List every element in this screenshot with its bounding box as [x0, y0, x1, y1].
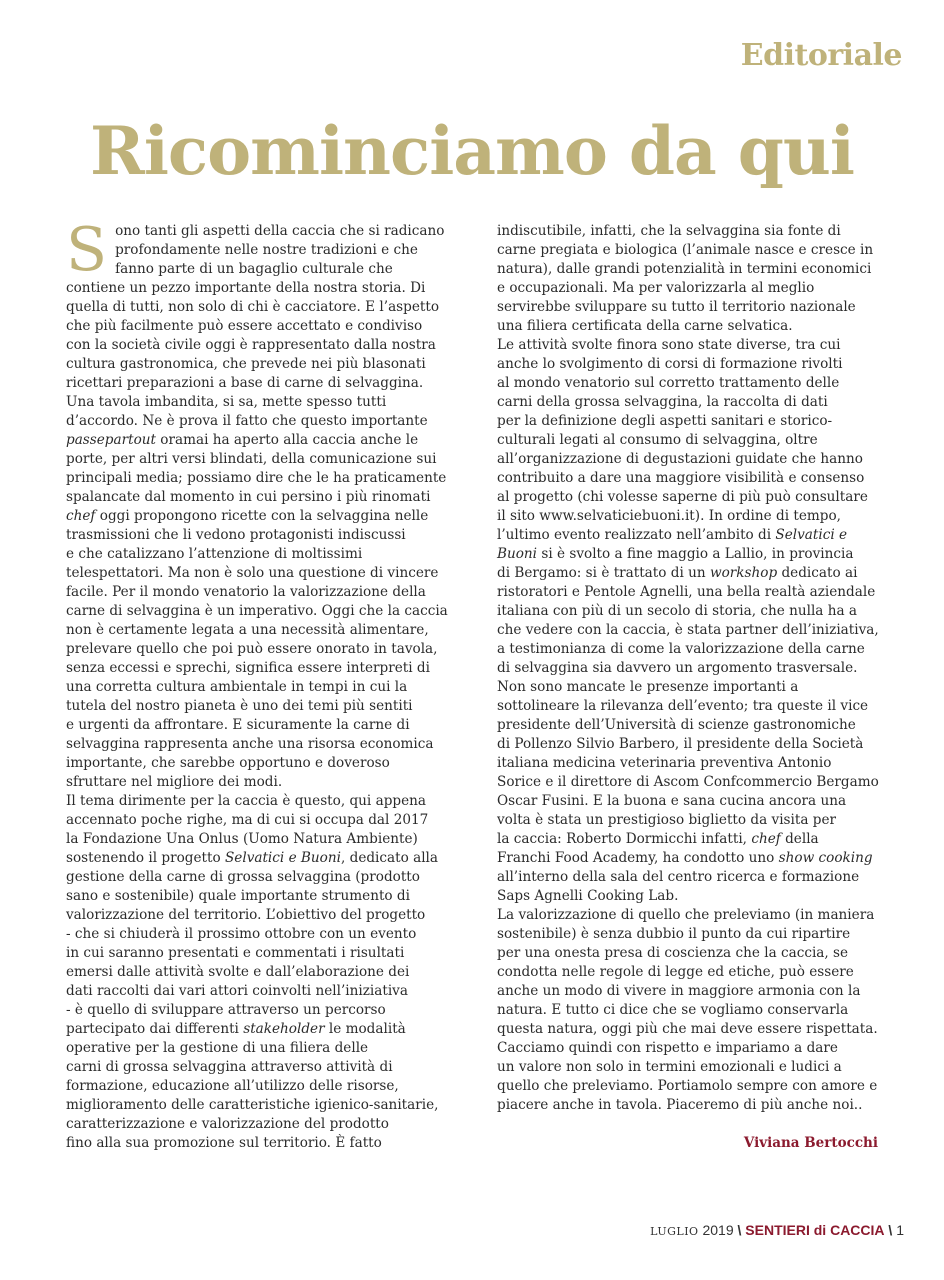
- page-title: Ricominciamo da qui: [90, 112, 854, 190]
- text-line: al mondo venatorio sul corretto trattamento delle: [497, 375, 840, 391]
- text-line: che vedere con la caccia, è stata partner dell’iniziativa,: [497, 622, 879, 638]
- text-line: anche lo svolgimento di corsi di formazione rivolti: [497, 356, 843, 372]
- text-line: - che si chiuderà il prossimo ottobre con un evento: [66, 926, 417, 942]
- text-line: sostenendo il progetto Selvatici e Buoni, dedicato alla: [66, 850, 438, 866]
- text-line: ono tanti gli aspetti della caccia che si radicano: [115, 223, 445, 239]
- text-line: non è certamente legata a una necessità alimentare,: [66, 622, 429, 638]
- text-line: una filiera certificata della carne selvatica.: [497, 318, 793, 334]
- text-line: trasmissioni che li vedono protagonisti indiscussi: [66, 527, 406, 543]
- text-line: quella di tutti, non solo di chi è cacciatore. E l’aspetto: [66, 299, 440, 315]
- text-line: natura. E tutto ci dice che se vogliamo conservarla: [497, 1002, 849, 1018]
- text-line: gestione della carne di grossa selvaggina (prodotto: [66, 869, 420, 885]
- footer-separator-2: \: [888, 1222, 893, 1238]
- drop-cap: S: [66, 215, 108, 285]
- text-line: Il tema dirimente per la caccia è questo, qui appena: [66, 793, 427, 809]
- footer-year: 2019: [702, 1222, 734, 1238]
- text-line: spalancate dal momento in cui persino i più rinomati: [66, 489, 431, 505]
- text-line: miglioramento delle caratteristiche igienico-sanitarie,: [66, 1097, 439, 1113]
- text-line: con la società civile oggi è rappresentato dalla nostra: [66, 337, 436, 353]
- text-line: questa natura, oggi più che mai deve essere rispettata.: [497, 1021, 878, 1037]
- text-line: senza eccessi e sprechi, significa essere interpreti di: [66, 660, 430, 676]
- text-line: di Bergamo: si è trattato di un workshop dedicato ai: [497, 565, 858, 581]
- text-line: piacere anche in tavola. Piaceremo di più anche noi..: [497, 1097, 863, 1113]
- text-line: dati raccolti dai vari attori coinvolti nell’iniziativa: [66, 983, 408, 999]
- text-line: ricettari preparazioni a base di carne di selvaggina.: [66, 375, 424, 391]
- text-line: il sito www.selvaticiebuoni.it). In ordine di tempo,: [497, 508, 841, 524]
- text-line: l’ultimo evento realizzato nell’ambito di Selvatici e: [497, 527, 848, 543]
- text-line: Una tavola imbandita, si sa, mette spesso tutti: [66, 394, 387, 410]
- text-line: al progetto (chi volesse saperne di più può consultare: [497, 489, 868, 505]
- text-line: a testimonianza di come la valorizzazione della carne: [497, 641, 865, 657]
- text-line: contribuito a dare una maggiore visibilità e consenso: [497, 470, 865, 486]
- text-line: - è quello di sviluppare attraverso un percorso: [66, 1002, 386, 1018]
- text-line: volta è stata un prestigioso biglietto da visita per: [497, 812, 837, 828]
- text-line: Franchi Food Academy, ha condotto uno show cooking: [497, 850, 873, 866]
- right-body: [497, 222, 889, 1115]
- text-line: la caccia: Roberto Dormicchi infatti, chef della: [497, 831, 819, 847]
- text-line: Saps Agnelli Cooking Lab.: [497, 888, 679, 904]
- text-line: importante, che sarebbe opportuno e doveroso: [66, 755, 390, 771]
- text-line: prelevare quello che poi può essere onorato in tavola,: [66, 641, 438, 657]
- text-line: contiene un pezzo importante della nostra storia. Di: [66, 280, 426, 296]
- footer-page-number: 1: [896, 1222, 904, 1238]
- text-line: in cui saranno presentati e commentati i risultati: [66, 945, 405, 961]
- intro-lines: [66, 215, 454, 285]
- text-line: sfruttare nel migliore dei modi.: [66, 774, 283, 790]
- footer-magazine: SENTIERI di CACCIA: [745, 1222, 885, 1238]
- text-line: carne di selvaggina è un imperativo. Oggi che la caccia: [66, 603, 448, 619]
- text-line: selvaggina rappresenta anche una risorsa economica: [66, 736, 434, 752]
- text-line: carni della grossa selvaggina, la raccolta di dati: [497, 394, 828, 410]
- text-line: e occupazionali. Ma per valorizzarla al meglio: [497, 280, 815, 296]
- text-line: ristoratori e Pentole Agnelli, una bella realtà aziendale: [497, 584, 876, 600]
- author-signature: Viviana Bertocchi: [743, 1135, 878, 1151]
- article-column-left: [66, 215, 454, 1153]
- text-line: porte, per altri versi blindati, della comunicazione sui: [66, 451, 437, 467]
- text-line: un valore non solo in termini emozionali e ludici a: [497, 1059, 842, 1075]
- text-line: partecipato dai differenti stakeholder le modalità: [66, 1021, 406, 1037]
- text-line: fino alla sua promozione sul territorio. È fatto: [66, 1135, 382, 1151]
- text-line: caratterizzazione e valorizzazione del prodotto: [66, 1116, 389, 1132]
- article-column-right: [497, 222, 889, 1115]
- text-line: che più facilmente può essere accettato e condiviso: [66, 318, 423, 334]
- drop-cap-paragraph: [66, 215, 454, 285]
- text-line: operative per la gestione di una filiera delle: [66, 1040, 369, 1056]
- text-line: sottolineare la rilevanza dell’evento; tra queste il vice: [497, 698, 869, 714]
- text-line: Le attività svolte finora sono state diverse, tra cui: [497, 337, 841, 353]
- text-line: e che catalizzano l’attenzione di moltissimi: [66, 546, 363, 562]
- text-line: facile. Per il mondo venatorio la valorizzazione della: [66, 584, 426, 600]
- text-line: culturali legati al consumo di selvaggina, oltre: [497, 432, 818, 448]
- text-line: sano e sostenibile) quale importante strumento di: [66, 888, 410, 904]
- footer-separator: \: [737, 1222, 742, 1238]
- text-line: e urgenti da affrontare. E sicuramente la carne di: [66, 717, 410, 733]
- text-line: presidente dell’Università di scienze gastronomiche: [497, 717, 856, 733]
- footer-month: LUGLIO: [650, 1225, 699, 1238]
- text-line: profondamente nelle nostre tradizioni e che: [115, 242, 418, 258]
- text-line: all’organizzazione di degustazioni guidate che hanno: [497, 451, 863, 467]
- text-line: chef oggi propongono ricette con la selvaggina nelle: [66, 508, 429, 524]
- text-line: La valorizzazione di quello che preleviamo (in maniera: [497, 907, 875, 923]
- text-line: di selvaggina sia davvero un argomento trasversale.: [497, 660, 858, 676]
- text-line: servirebbe sviluppare su tutto il territorio nazionale: [497, 299, 856, 315]
- text-line: principali media; possiamo dire che le ha praticamente: [66, 470, 447, 486]
- text-line: natura), dalle grandi potenzialità in termini economici: [497, 261, 872, 277]
- text-line: tutela del nostro pianeta è uno dei temi più sentiti: [66, 698, 413, 714]
- text-line: all’interno della sala del centro ricerca e formazione: [497, 869, 860, 885]
- text-line: passepartout oramai ha aperto alla caccia anche le: [66, 432, 419, 448]
- text-line: per la definizione degli aspetti sanitari e storico-: [497, 413, 833, 429]
- text-line: una corretta cultura ambientale in tempi in cui la: [66, 679, 408, 695]
- text-line: di Pollenzo Silvio Barbero, il presidente della Società: [497, 736, 864, 752]
- text-line: Buoni si è svolto a fine maggio a Lallio, in provincia: [497, 546, 854, 562]
- text-line: formazione, educazione all’utilizzo delle risorse,: [66, 1078, 399, 1094]
- text-line: telespettatori. Ma non è solo una questione di vincere: [66, 565, 439, 581]
- text-line: Cacciamo quindi con rispetto e impariamo a dare: [497, 1040, 838, 1056]
- text-line: sostenibile) è senza dubbio il punto da cui ripartire: [497, 926, 851, 942]
- page-footer: [650, 1222, 904, 1238]
- text-line: Sorice e il direttore di Ascom Confcommercio Bergamo: [497, 774, 879, 790]
- text-line: quello che preleviamo. Portiamolo sempre con amore e: [497, 1078, 878, 1094]
- text-line: per una onesta presa di coscienza che la caccia, se: [497, 945, 849, 961]
- text-line: emersi dalle attività svolte e dall’elaborazione dei: [66, 964, 410, 980]
- text-line: Non sono mancate le presenze importanti a: [497, 679, 799, 695]
- text-line: italiana medicina veterinaria preventiva Antonio: [497, 755, 832, 771]
- text-line: anche un modo di vivere in maggiore armonia con la: [497, 983, 861, 999]
- text-line: la Fondazione Una Onlus (Uomo Natura Ambiente): [66, 831, 418, 847]
- text-line: accennato poche righe, ma di cui si occupa dal 2017: [66, 812, 429, 828]
- text-line: d’accordo. Ne è prova il fatto che questo importante: [66, 413, 428, 429]
- text-line: valorizzazione del territorio. L’obiettivo del progetto: [66, 907, 426, 923]
- text-line: condotta nelle regole di legge ed etiche, può essere: [497, 964, 854, 980]
- text-line: Oscar Fusini. E la buona e sana cucina ancora una: [497, 793, 847, 809]
- left-body: [66, 279, 454, 1153]
- text-line: indiscutibile, infatti, che la selvaggina sia fonte di: [497, 223, 841, 239]
- text-line: italiana con più di un secolo di storia, che nulla ha a: [497, 603, 858, 619]
- text-line: cultura gastronomica, che prevede nei più blasonati: [66, 356, 426, 372]
- text-line: fanno parte di un bagaglio culturale che: [115, 261, 393, 277]
- section-label: Editoriale: [740, 38, 902, 73]
- text-line: carne pregiata e biologica (l’animale nasce e cresce in: [497, 242, 874, 258]
- text-line: carni di grossa selvaggina attraverso attività di: [66, 1059, 393, 1075]
